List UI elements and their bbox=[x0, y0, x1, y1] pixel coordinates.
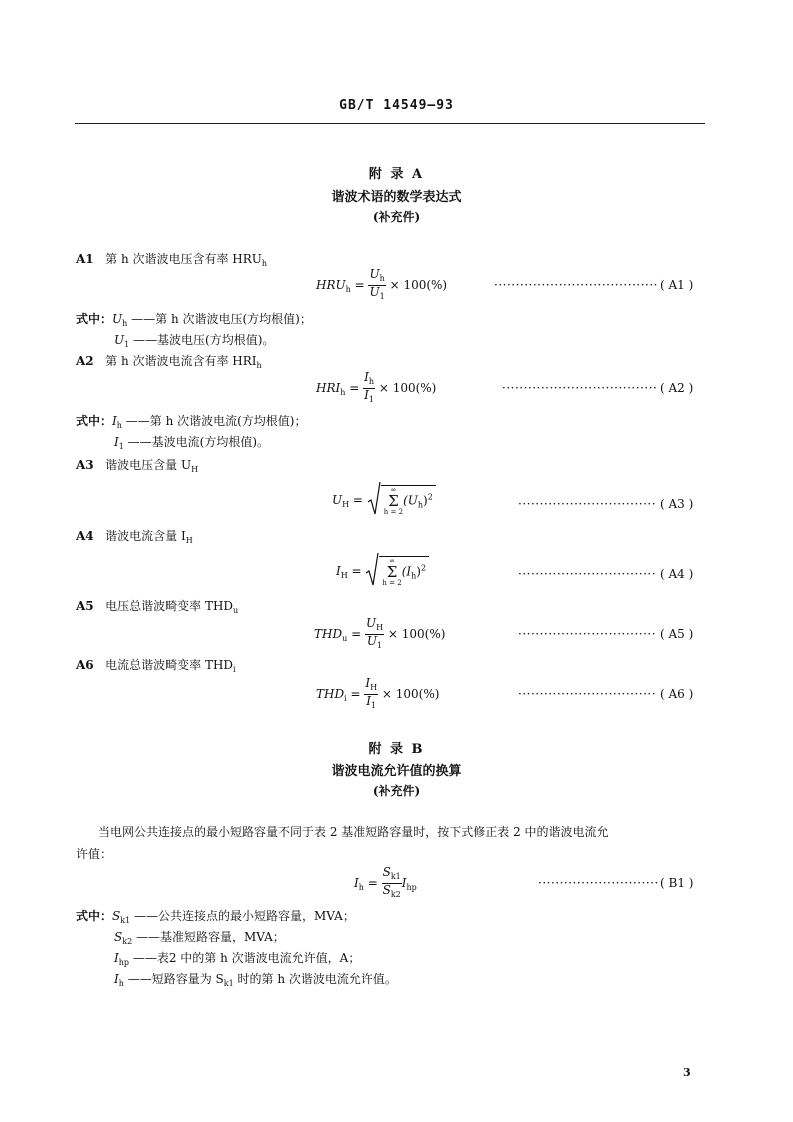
a6-text-sub: i bbox=[233, 665, 236, 674]
appendix-b-note: (补充件) bbox=[372, 784, 421, 798]
b1-where-line2 bbox=[114, 928, 285, 946]
a4-term: (I bbox=[401, 564, 412, 579]
a3-text-sub: H bbox=[191, 465, 199, 474]
a1-formula-lhs-sub: h bbox=[345, 285, 351, 294]
a5-leader-dots: ································ bbox=[518, 627, 657, 641]
b1-def4-sub: h bbox=[118, 979, 124, 988]
header-rule bbox=[75, 123, 705, 124]
appendix-b-paragraph-line1: 当电网公共连接点的最小短路容量不同于表 2 基准短路容量时，按下式修正表 2 中的谐波电流允 bbox=[98, 825, 609, 839]
b1-formula: $I_h$ = $\frac{S_{k1}}{S_{k2}}$ $I_{hp}$ bbox=[354, 865, 417, 899]
a1-text: 第 h 次谐波电压含有率 HRU bbox=[105, 252, 262, 266]
a3-term: (U bbox=[403, 493, 418, 508]
a3-heading bbox=[76, 456, 198, 474]
a2-den: I bbox=[364, 388, 369, 402]
a3-formula-lhs-sub: H bbox=[342, 500, 350, 509]
a2-def2-text: ——基波电流(方均根值)。 bbox=[127, 435, 270, 449]
a4-sum bbox=[382, 557, 401, 587]
a2-num-sub: h bbox=[368, 377, 374, 386]
a3-term-close: ) bbox=[423, 493, 428, 508]
a2-where-prefix: 式中： bbox=[76, 414, 113, 428]
a1-fraction bbox=[368, 268, 385, 303]
a6-den: I bbox=[366, 694, 372, 708]
a1-where-prefix: 式中： bbox=[76, 312, 113, 326]
a5-rhs: × 100(%) bbox=[387, 627, 446, 641]
b1-def4-text-b: 时的第 h 次谐波电流允许值。 bbox=[233, 972, 397, 986]
a2-den-sub: 1 bbox=[368, 395, 374, 404]
a4-heading bbox=[76, 527, 193, 545]
a6-num: I bbox=[365, 676, 371, 690]
b1-where-line3 bbox=[114, 949, 360, 967]
appendix-b-paragraph-line2: 许值： bbox=[76, 847, 113, 861]
appendix-b-title: 附 录 B bbox=[368, 742, 425, 757]
b1-def1-sym: S bbox=[112, 909, 121, 923]
a4-sum-bottom: h = 2 bbox=[382, 579, 402, 587]
a2-formula-lhs-sub: h bbox=[340, 388, 346, 397]
a1-num-sub: h bbox=[379, 274, 385, 283]
a5-heading bbox=[76, 597, 238, 615]
a2-label: A2 bbox=[76, 354, 94, 368]
a3-term-sub: h bbox=[417, 500, 424, 510]
a3-sum-bottom: h = 2 bbox=[383, 508, 404, 516]
b1-num-sub: k1 bbox=[390, 872, 401, 881]
a2-leader-dots: ···································· bbox=[502, 381, 658, 395]
a2-def2-sub: 1 bbox=[118, 442, 124, 451]
a2-where-line2 bbox=[114, 433, 269, 451]
a5-formula-lhs-sub: u bbox=[342, 634, 348, 643]
appendix-a-title: 附 录 A bbox=[368, 167, 425, 182]
a2-formula-lhs: HRI bbox=[316, 381, 341, 395]
appendix-a-note: (补充件) bbox=[372, 210, 421, 224]
b1-where-prefix: 式中： bbox=[76, 909, 113, 923]
a4-tag: ( A4 ) bbox=[660, 567, 694, 581]
a5-tag: ( A5 ) bbox=[660, 627, 694, 641]
a1-text-sub: h bbox=[261, 259, 268, 268]
a1-tag: ( A1 ) bbox=[660, 278, 694, 292]
a6-formula-lhs-sub: i bbox=[344, 694, 347, 703]
a6-heading bbox=[76, 656, 236, 674]
b1-def2-text: ——基准短路容量，MVA； bbox=[136, 930, 285, 944]
a3-sum bbox=[384, 486, 403, 516]
a4-sqrt-sign bbox=[365, 553, 379, 590]
b1-num: S bbox=[382, 865, 391, 879]
a2-tag: ( A2 ) bbox=[660, 381, 694, 395]
a2-formula: $HRI_h$ = $\frac{I_h}{I_1}$ × 100(%) bbox=[316, 370, 437, 404]
a2-rhs: × 100(%) bbox=[378, 381, 437, 395]
b1-fraction bbox=[382, 866, 402, 901]
a6-tag: ( A6 ) bbox=[660, 687, 694, 701]
a2-num: I bbox=[364, 370, 369, 384]
a6-label: A6 bbox=[76, 658, 94, 672]
a5-num: U bbox=[365, 616, 377, 630]
a4-text-sub: H bbox=[185, 536, 193, 545]
a3-sigma-icon: Σ bbox=[388, 492, 399, 510]
a3-formula: $U_H$ = ∞ Σ h = 2 $(U_h)^2$ bbox=[332, 482, 436, 519]
appendix-b-subtitle: 谐波电流允许值的换算 bbox=[331, 764, 462, 779]
a1-den-sub: 1 bbox=[379, 292, 385, 301]
a3-radicand bbox=[381, 485, 436, 516]
b1-def4-text-sub: k1 bbox=[223, 979, 234, 988]
b1-def1-text: ——公共连接点的最小短路容量，MVA； bbox=[134, 909, 355, 923]
a2-text: 第 h 次谐波电流含有率 HRI bbox=[105, 354, 257, 368]
a4-exp: 2 bbox=[420, 563, 427, 573]
b1-def4-text-a: ——短路容量为 S bbox=[127, 972, 224, 986]
b1-def3-sym: I bbox=[114, 951, 119, 965]
a4-term-sub: h bbox=[411, 571, 417, 581]
a5-den: U bbox=[366, 634, 377, 648]
a1-def2-sym: U bbox=[114, 333, 125, 347]
b1-tag: ( B1 ) bbox=[660, 876, 694, 890]
a1-formula-lhs: HRU bbox=[316, 278, 346, 292]
a1-formula: $HRU_h$ = $\frac{U_h}{U_1}$ × 100(%) bbox=[316, 267, 448, 301]
a5-text-sub: u bbox=[233, 606, 239, 615]
a1-leader-dots: ······································ bbox=[494, 278, 658, 292]
a5-formula-lhs: THD bbox=[314, 627, 343, 641]
a3-sqrt-sign bbox=[367, 482, 381, 519]
a2-text-sub: h bbox=[256, 361, 262, 370]
a4-sigma-icon: Σ bbox=[386, 563, 398, 581]
a6-leader-dots: ································ bbox=[518, 687, 657, 701]
a4-formula-lhs: I bbox=[336, 564, 341, 578]
a1-def1-sym: U bbox=[112, 312, 123, 326]
b1-den: S bbox=[382, 883, 391, 897]
b1-formula-lhs: I bbox=[354, 876, 359, 890]
a3-exp: 2 bbox=[427, 492, 433, 502]
a1-def1-sub: h bbox=[122, 319, 128, 328]
a3-sum-top: ∞ bbox=[390, 486, 397, 494]
a3-tag: ( A3 ) bbox=[660, 497, 694, 511]
a1-den: U bbox=[369, 285, 380, 299]
a5-text: 电压总谐波畸变率 THD bbox=[105, 599, 234, 613]
b1-def4-sym: I bbox=[114, 972, 119, 986]
a1-num: U bbox=[369, 267, 380, 281]
a5-label: A5 bbox=[76, 599, 94, 613]
a1-def2-text: ——基波电压(方均根值)。 bbox=[133, 333, 275, 347]
a5-formula: $THD_u$ = $\frac{U_H}{U_1}$ × 100(%) bbox=[314, 616, 446, 650]
a6-formula-lhs: THD bbox=[316, 687, 345, 701]
a2-fraction bbox=[363, 371, 375, 406]
a3-label: A3 bbox=[76, 458, 94, 472]
a4-formula-lhs-sub: H bbox=[340, 571, 348, 580]
a1-def1-text: ——第 h 次谐波电压(方均根值)； bbox=[131, 312, 312, 326]
a2-heading bbox=[76, 352, 262, 370]
a3-text: 谐波电压含量 U bbox=[105, 458, 192, 472]
a4-leader-dots: ································ bbox=[518, 567, 657, 581]
a6-fraction bbox=[364, 677, 378, 712]
a4-formula: $I_H$ = ∞ Σ h = 2 $(I_h)^2$ bbox=[336, 553, 429, 590]
b1-after-sub: hp bbox=[406, 883, 417, 892]
b1-def2-sym: S bbox=[114, 930, 123, 944]
a6-rhs: × 100(%) bbox=[381, 687, 440, 701]
a3-leader-dots: ································ bbox=[518, 497, 657, 511]
a6-text: 电流总谐波畸变率 THD bbox=[105, 658, 234, 672]
a1-where-line1 bbox=[76, 310, 312, 328]
appendix-a-subtitle: 谐波术语的数学表达式 bbox=[331, 190, 462, 205]
a6-den-sub: 1 bbox=[371, 701, 377, 710]
b1-leader-dots: ···························· bbox=[538, 876, 659, 890]
a1-rhs: × 100(%) bbox=[389, 278, 448, 292]
b1-def1-sub: k1 bbox=[120, 916, 131, 925]
a1-heading bbox=[76, 250, 267, 268]
a3-formula-lhs: U bbox=[332, 493, 343, 507]
page-number: 3 bbox=[683, 1066, 691, 1079]
b1-def3-text: ——表2 中的第 h 次谐波电流允许值，A； bbox=[132, 951, 361, 965]
a2-def1-sub: h bbox=[116, 421, 122, 430]
a5-den-sub: 1 bbox=[377, 641, 383, 650]
a4-term-close: ) bbox=[416, 564, 421, 579]
b1-where-line4 bbox=[114, 970, 397, 988]
a5-num-sub: H bbox=[376, 623, 384, 632]
a6-num-sub: H bbox=[370, 683, 378, 692]
a4-label: A4 bbox=[76, 529, 94, 543]
a6-formula: $THD_i$ = $\frac{I_H}{I_1}$ × 100(%) bbox=[316, 676, 440, 710]
a4-text: 谐波电流含量 I bbox=[105, 529, 186, 543]
document-code: GB/T 14549—93 bbox=[339, 98, 454, 113]
b1-def3-sub: hp bbox=[118, 958, 130, 967]
a1-def2-sub: 1 bbox=[124, 340, 130, 349]
a1-where-line2 bbox=[114, 331, 274, 349]
a2-def1-sym: I bbox=[112, 414, 117, 428]
b1-after: I bbox=[401, 876, 407, 890]
a4-radicand bbox=[379, 556, 429, 587]
a2-where-line1 bbox=[76, 412, 306, 430]
a2-def2-sym: I bbox=[114, 435, 119, 449]
a1-label: A1 bbox=[76, 252, 94, 266]
b1-where-line1 bbox=[76, 907, 355, 925]
a4-sum-top: ∞ bbox=[389, 557, 395, 565]
b1-formula-lhs-sub: h bbox=[358, 883, 364, 892]
b1-def2-sub: k2 bbox=[122, 937, 133, 946]
a5-fraction bbox=[365, 617, 384, 652]
a2-def1-text: ——第 h 次谐波电流(方均根值)； bbox=[125, 414, 307, 428]
b1-den-sub: k2 bbox=[390, 890, 401, 899]
